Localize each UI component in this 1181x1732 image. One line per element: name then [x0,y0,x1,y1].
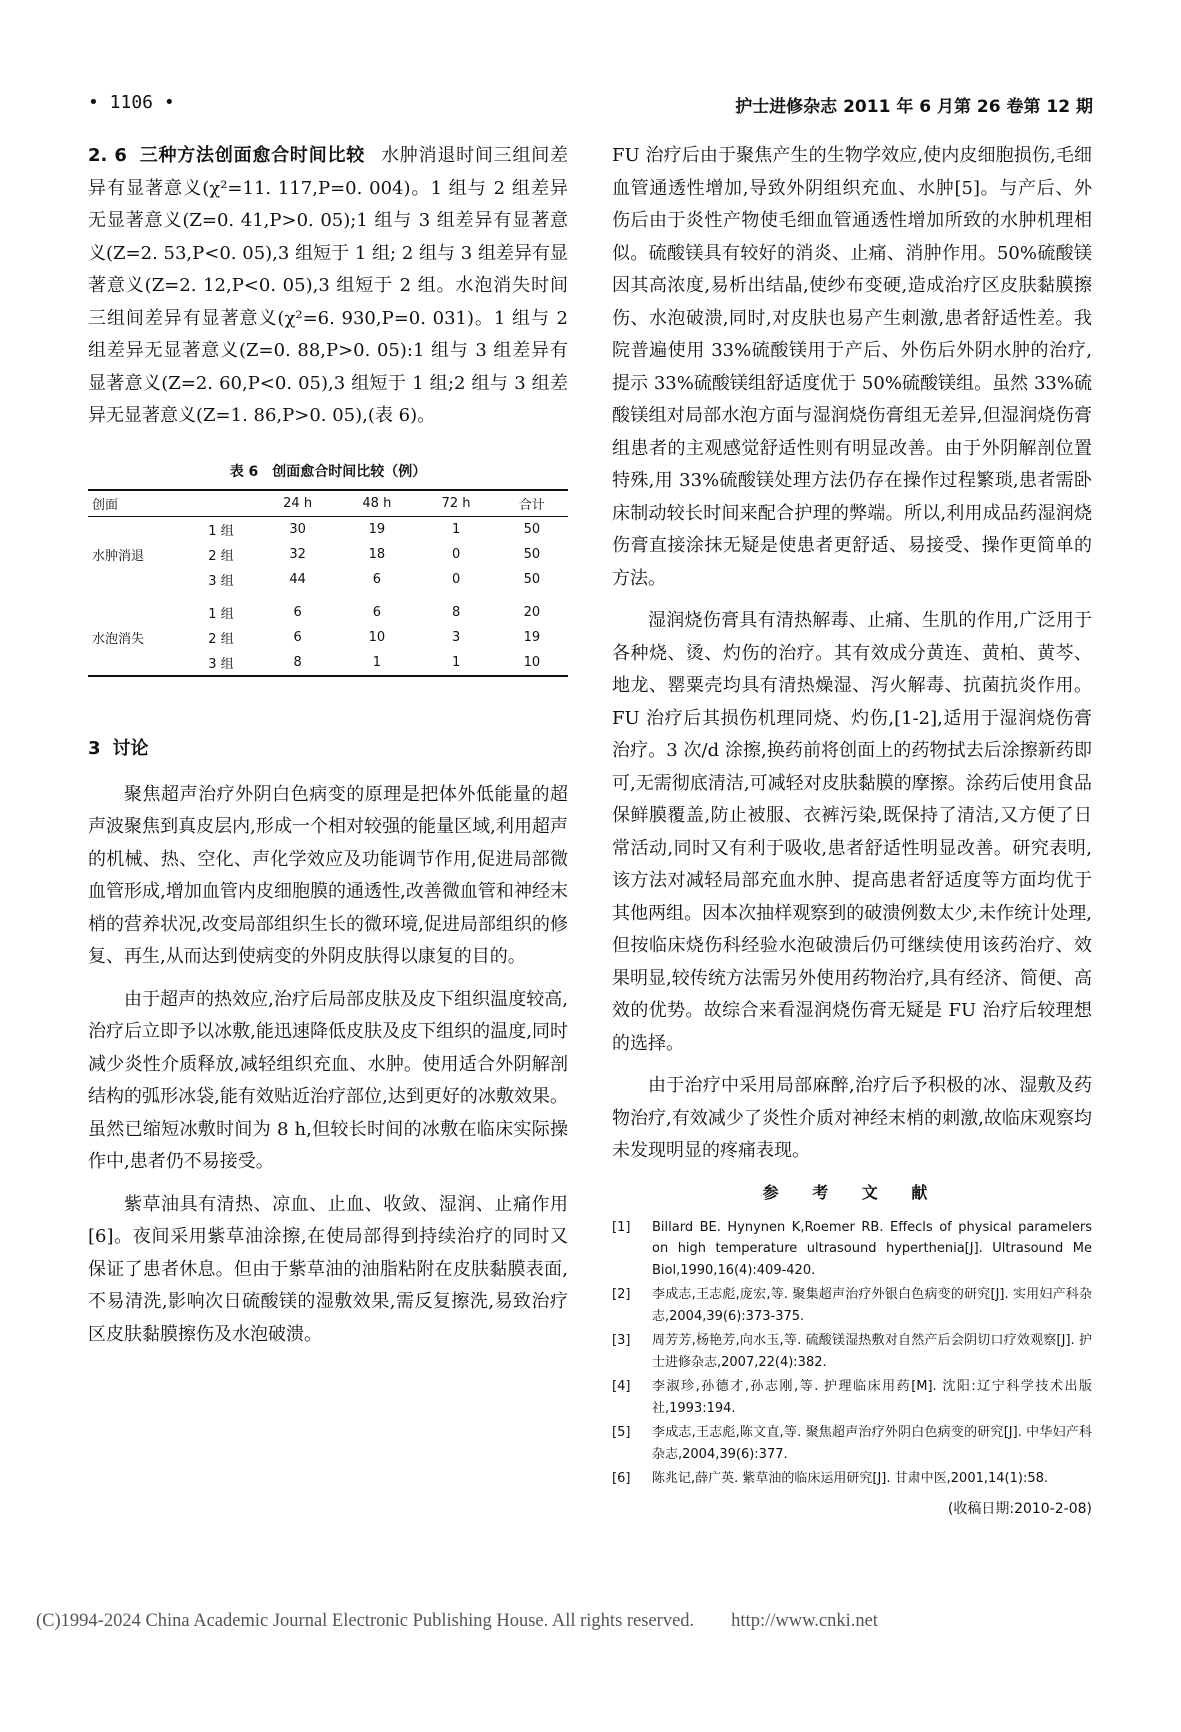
table-cell: 3 组 [208,573,234,589]
references-title: 参 考 文 献 [762,1182,942,1202]
table-row [88,650,568,676]
section-3 [88,733,568,1352]
table-cell: 50 [523,571,541,587]
reference-item [612,1422,1092,1465]
reference-item [612,1376,1092,1419]
table-cell [88,516,184,542]
section-2-6-text: 水肿消退时间三组间差异有显著意义(χ²=11. 117,P=0. 004)。1 组与 2 组差异无显著意义(Z=0. 41,P>0. 05);1 组与 3 组差异有显著意义(Z=2. 53,P<0. 05),3 组短于 1 组; 2 组与 3 组差异有显著意义(Z=2. 12,P<0. 05),3 组短于 2 组。水泡消失时间三组间差异有显著意义(χ²=6. 930,P=0. 031)。1 组与 2 组差异无显著意义(Z=0. 88,P>0. 05):1 组与 3 组差异有显著意义(Z=2. 60,P<0. 05),3 组短于 1 组;2 组与 3 组差异无显著意义(Z=1. 86,P>0. 05),(表 6)。 [88,145,569,426]
discussion-paragraph-5: 湿润烧伤膏具有清热解毒、止痛、生肌的作用,广泛用于各种烧、烫、灼伤的治疗。其有效成分黄连、黄柏、黄芩、地龙、罂粟壳均具有清热燥湿、泻火解毒、抗菌抗炎作用。FU 治疗后其损伤机理同烧、灼伤,[1-2],适用于湿润烧伤膏治疗。3 次/d 涂擦,换药前将创面上的药物拭去后涂擦新药即可,无需彻底清洁,可减轻对皮肤黏膜的摩擦。涂药后使用食品保鲜膜覆盖,防止被服、衣裤污染,既保持了清洁,又方便了日常活动,同时又有利于吸收,患者舒适性明显改善。研究表明,该方法对减轻局部充血水肿、提高患者舒适度等方面均优于其他两组。因本次抽样观察到的破溃例数太少,未作统计处理,但按临床烧伤科经验水泡破溃后仍可继续使用该药治疗、效果明显,较传统方法需另外使用药物治疗,具有经济、简便、高效的优势。故综合来看湿润烧伤膏无疑是 FU 治疗后较理想的选择。 [612,610,1092,1054]
table-cell [88,592,184,625]
table-cell: 6 [293,604,302,620]
table-cell: 8 [451,604,461,620]
table-header-cell [184,490,258,517]
reference-text: Billard BE. Hynynen K,Roemer RB. Effecls of physical paramelers on high temperature ultrasound hyperthenia[J]. Ultrasound Me Biol,1990,16(4):409-420. [652,1219,1092,1278]
discussion-paragraph-6: 由于治疗中采用局部麻醉,治疗后予积极的冰、湿敷及药物治疗,有效减少了炎性介质对神经末梢的刺激,故临床观察均未发现明显的疼痛表现。 [612,1075,1092,1161]
reference-number: [5] [612,1425,631,1440]
table-cell: 0 [451,546,461,562]
reference-text: 李成志,王志彪,庞宏,等. 聚集超声治疗外银白色病变的研究[J]. 实用妇产科杂志,2004,39(6):373-375. [652,1287,1092,1324]
page-header [88,92,1093,122]
table-cell: 水泡消失 [92,631,145,647]
journal-citation: 护士进修杂志 2011 年 6 月第 26 卷第 12 期 [735,97,1093,117]
table-cell [88,650,184,676]
table-cell: 6 [372,604,381,620]
reference-number: [2] [612,1287,631,1302]
table-cell: 18 [368,546,386,562]
table-cell: 6 [372,571,381,587]
reference-text: 陈兆记,薛广英. 紫草油的临床运用研究[J]. 甘肃中医,2001,14(1):58. [652,1471,1048,1486]
table-cell: 1 [372,654,381,670]
reference-text: 李淑珍,孙德才,孙志刚,等. 护理临床用药[M]. 沈阳:辽宁科学技术出版社,1993:194. [652,1379,1092,1416]
table-cell: 19 [368,521,386,537]
table-cell: 20 [523,604,541,620]
discussion-paragraph-1: 聚焦超声治疗外阴白色病变的原理是把体外低能量的超声波聚焦到真皮层内,形成一个相对较强的能量区域,利用超声的机械、热、空化、声化学效应及功能调节作用,促进局部微血管形成,增加血管内皮细胞膜的通透性,改善微血管和神经末梢的营养状况,改变局部组织生长的微环境,促进局部组织的修复、再生,从而达到使病变的外阴皮肤得以康复的目的。 [88,783,568,967]
section-3-heading [88,733,568,765]
table-row [88,592,568,625]
left-column [88,140,568,1351]
table-6 [88,489,568,677]
table-cell: 1 组 [208,606,234,622]
reference-number: [1] [612,1219,631,1235]
table-header-cell: 创面 [92,497,119,513]
reference-item [612,1468,1092,1490]
table-row [88,567,568,592]
table-cell: 1 组 [208,523,234,539]
section-3-title: 讨论 [112,737,149,759]
reference-number: [6] [612,1471,631,1486]
references-list [612,1217,1092,1490]
table-cell: 50 [523,521,541,537]
table-header-row [88,490,568,517]
table-header-cell: 合计 [518,497,545,513]
table-cell: 8 [293,654,302,670]
reference-text: 李成志,王志彪,陈文直,等. 聚焦超声治疗外阴白色病变的研究[J]. 中华妇产科杂志,2004,39(6):377. [652,1425,1092,1462]
table-cell: 1 [451,521,461,537]
section-2-6-title: 三种方法创面愈合时间比较 [138,145,366,166]
page-number: • 1106 • [88,92,175,113]
table-header-cell: 72 h [441,495,471,511]
table-row [88,542,568,567]
section-2-6 [88,140,568,433]
table-cell: 2 组 [208,548,234,564]
reference-text: 周芳芳,杨艳芳,向水玉,等. 硫酸镁湿热敷对自然产后会阴切口疗效观察[J]. 护士进修杂志,2007,22(4):382. [652,1333,1092,1370]
reference-number: [4] [612,1379,631,1394]
reference-item [612,1284,1092,1327]
table-cell: 10 [368,629,386,645]
right-column [612,140,1092,1518]
section-2-6-number: 2. 6 [88,145,127,166]
table-cell: 32 [289,546,306,562]
reference-item [612,1330,1092,1373]
table-header-cell: 48 h [362,495,392,511]
table-header-cell: 24 h [283,495,313,511]
table-cell [88,567,184,592]
table-cell: 30 [289,521,306,537]
table-cell: 0 [451,571,461,587]
table-cell: 19 [523,629,541,645]
table-cell: 1 [451,654,461,670]
table-cell: 3 [451,629,461,645]
table-cell: 10 [523,654,541,670]
received-date: (收稿日期:2010-2-08) [947,1500,1092,1517]
table-cell: 50 [523,546,541,562]
reference-item [612,1217,1092,1282]
discussion-paragraph-3: 紫草油具有清热、凉血、止血、收敛、湿润、止痛作用[6]。夜间采用紫草油涂擦,在使局部得到持续治疗的同时又保证了患者休息。但由于紫草油的油脂粘附在皮肤黏膜表面,不易清洗,影响次日硫酸镁的湿敷效果,需反复擦洗,易致治疗区皮肤黏膜擦伤及水泡破溃。 [88,1193,568,1345]
table-6-caption: 表 6 创面愈合时间比较（例） [229,463,427,480]
table-cell: 3 组 [208,656,234,672]
reference-number: [3] [612,1333,631,1348]
table-cell: 水肿消退 [92,548,145,564]
section-3-number: 3 [88,737,101,759]
table-cell: 2 组 [208,631,234,647]
table-cell: 6 [293,629,302,645]
discussion-paragraph-4: FU 治疗后由于聚焦产生的生物学效应,使内皮细胞损伤,毛细血管通透性增加,导致外阴组织充血、水肿[5]。与产后、外伤后由于炎性产物使毛细血管通透性增加所致的水肿机理相似。硫酸镁具有较好的消炎、止痛、消肿作用。50%硫酸镁因其高浓度,易析出结晶,使纱布变硬,造成治疗区皮肤黏膜擦伤、水泡破溃,同时,对皮肤也易产生刺激,患者舒适性差。我院普遍使用 33%硫酸镁用于产后、外伤后外阴水肿的治疗,提示 33%硫酸镁组舒适度优于 50%硫酸镁组。虽然 33%硫酸镁组对局部水泡方面与湿润烧伤膏组无差异,但湿润烧伤膏组患者的主观感觉舒适性则有明显改善。由于外阴解剖位置特殊,用 33%硫酸镁处理方法仍存在操作过程繁琐,患者需卧床制动较长时间来配合护理的弊端。所以,利用成品药湿润烧伤膏直接涂抹无疑是使患者更舒适、易接受、操作更简单的方法。 [612,145,1092,589]
copyright-footer: (C)1994-2024 China Academic Journal Electronic Publishing House. All rights reserved. http://www.cnki.net [36,1611,878,1631]
table-row [88,516,568,542]
table-row [88,625,568,650]
discussion-paragraph-2: 由于超声的热效应,治疗后局部皮肤及皮下组织温度较高,治疗后立即予以冰敷,能迅速降低皮肤及皮下组织的温度,同时减少炎性介质释放,减轻组织充血、水肿。使用适合外阴解剖结构的弧形冰袋,能有效贴近治疗部位,达到更好的冰敷效果。虽然已缩短冰敷时间为 8 h,但较长时间的冰敷在临床实际操作中,患者仍不易接受。 [88,988,568,1172]
table-cell: 44 [289,571,306,587]
